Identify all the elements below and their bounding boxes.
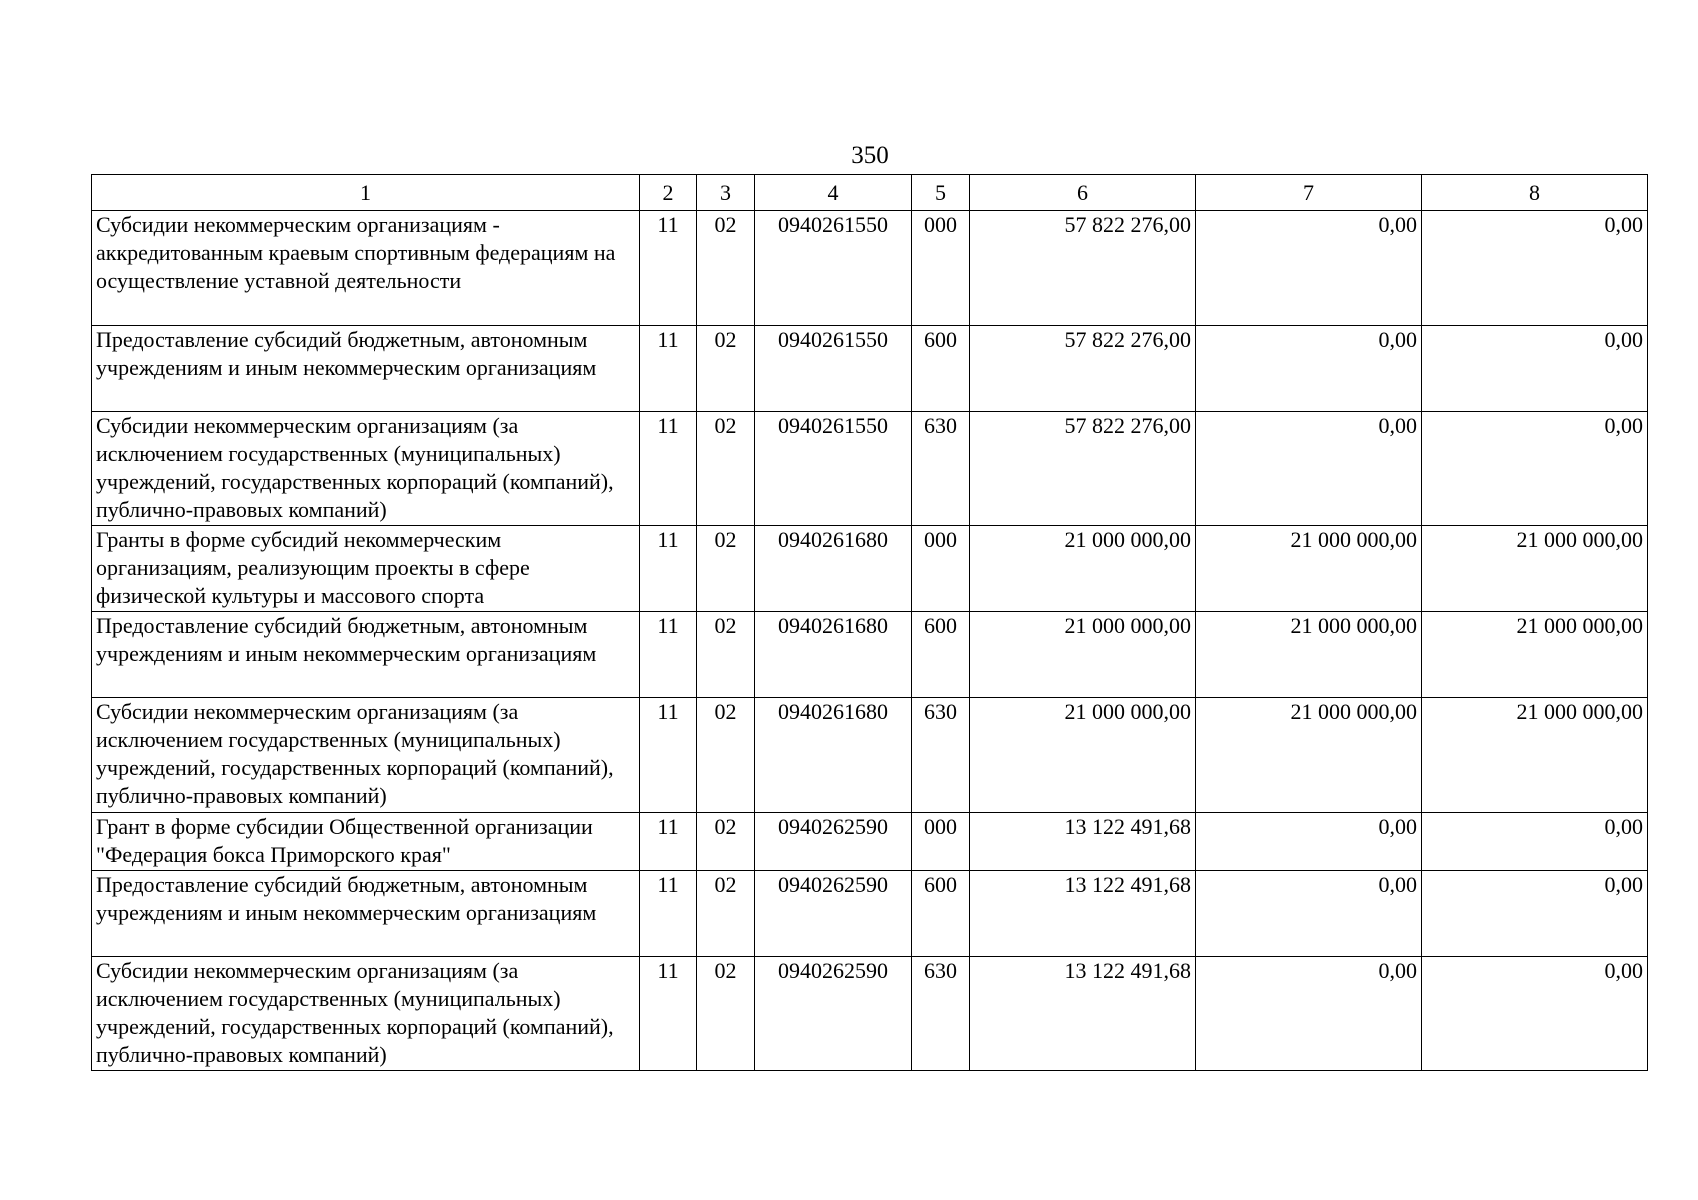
amount-col-6: 21 000 000,00 bbox=[970, 526, 1196, 612]
expense-type-code: 630 bbox=[912, 957, 970, 1071]
header-col-2: 2 bbox=[640, 175, 697, 211]
amount-col-8: 0,00 bbox=[1422, 412, 1648, 526]
row-name: Субсидии некоммерческим организациям (за исключением государственных (муниципальных) учреждений, государственных корпораций (компаний), публично-правовых компаний) bbox=[92, 698, 640, 813]
section-code: 11 bbox=[640, 526, 697, 612]
target-article-code: 0940261680 bbox=[755, 526, 912, 612]
table-row bbox=[92, 211, 1648, 326]
amount-col-8: 0,00 bbox=[1422, 326, 1648, 412]
budget-table bbox=[91, 174, 1648, 1071]
row-name: Предоставление субсидий бюджетным, автономным учреждениям и иным некоммерческим организациям bbox=[92, 612, 640, 698]
header-col-3: 3 bbox=[697, 175, 755, 211]
table-row bbox=[92, 326, 1648, 412]
section-code: 11 bbox=[640, 698, 697, 813]
row-name: Гранты в форме субсидий некоммерческим организациям, реализующим проекты в сфере физической культуры и массового спорта bbox=[92, 526, 640, 612]
table-row bbox=[92, 612, 1648, 698]
header-col-5: 5 bbox=[912, 175, 970, 211]
amount-col-7: 0,00 bbox=[1196, 412, 1422, 526]
target-article-code: 0940261550 bbox=[755, 326, 912, 412]
subsection-code: 02 bbox=[697, 412, 755, 526]
section-code: 11 bbox=[640, 412, 697, 526]
subsection-code: 02 bbox=[697, 871, 755, 957]
amount-col-6: 13 122 491,68 bbox=[970, 957, 1196, 1071]
section-code: 11 bbox=[640, 957, 697, 1071]
table-row bbox=[92, 957, 1648, 1071]
amount-col-8: 21 000 000,00 bbox=[1422, 526, 1648, 612]
expense-type-code: 600 bbox=[912, 871, 970, 957]
section-code: 11 bbox=[640, 612, 697, 698]
subsection-code: 02 bbox=[697, 612, 755, 698]
amount-col-8: 0,00 bbox=[1422, 871, 1648, 957]
expense-type-code: 000 bbox=[912, 211, 970, 326]
section-code: 11 bbox=[640, 326, 697, 412]
row-name: Грант в форме субсидии Общественной организации "Федерация бокса Приморского края" bbox=[92, 813, 640, 871]
amount-col-6: 21 000 000,00 bbox=[970, 612, 1196, 698]
header-col-7: 7 bbox=[1196, 175, 1422, 211]
row-name: Субсидии некоммерческим организациям - аккредитованным краевым спортивным федерациям на осуществление уставной деятельности bbox=[92, 211, 640, 326]
header-col-4: 4 bbox=[755, 175, 912, 211]
row-name: Предоставление субсидий бюджетным, автономным учреждениям и иным некоммерческим организациям bbox=[92, 871, 640, 957]
subsection-code: 02 bbox=[697, 211, 755, 326]
amount-col-6: 13 122 491,68 bbox=[970, 813, 1196, 871]
amount-col-7: 0,00 bbox=[1196, 957, 1422, 1071]
amount-col-6: 13 122 491,68 bbox=[970, 871, 1196, 957]
section-code: 11 bbox=[640, 813, 697, 871]
amount-col-7: 0,00 bbox=[1196, 211, 1422, 326]
expense-type-code: 630 bbox=[912, 698, 970, 813]
subsection-code: 02 bbox=[697, 813, 755, 871]
subsection-code: 02 bbox=[697, 698, 755, 813]
amount-col-7: 0,00 bbox=[1196, 813, 1422, 871]
target-article-code: 0940261680 bbox=[755, 698, 912, 813]
amount-col-7: 21 000 000,00 bbox=[1196, 526, 1422, 612]
amount-col-8: 21 000 000,00 bbox=[1422, 612, 1648, 698]
target-article-code: 0940261550 bbox=[755, 211, 912, 326]
target-article-code: 0940262590 bbox=[755, 813, 912, 871]
target-article-code: 0940261680 bbox=[755, 612, 912, 698]
amount-col-7: 21 000 000,00 bbox=[1196, 698, 1422, 813]
section-code: 11 bbox=[640, 871, 697, 957]
row-name: Субсидии некоммерческим организациям (за исключением государственных (муниципальных) учреждений, государственных корпораций (компаний), публично-правовых компаний) bbox=[92, 412, 640, 526]
amount-col-6: 57 822 276,00 bbox=[970, 211, 1196, 326]
amount-col-7: 0,00 bbox=[1196, 326, 1422, 412]
amount-col-6: 21 000 000,00 bbox=[970, 698, 1196, 813]
header-col-1: 1 bbox=[92, 175, 640, 211]
amount-col-7: 21 000 000,00 bbox=[1196, 612, 1422, 698]
table-header-row bbox=[92, 175, 1648, 211]
subsection-code: 02 bbox=[697, 526, 755, 612]
subsection-code: 02 bbox=[697, 326, 755, 412]
header-col-8: 8 bbox=[1422, 175, 1648, 211]
amount-col-7: 0,00 bbox=[1196, 871, 1422, 957]
amount-col-8: 0,00 bbox=[1422, 211, 1648, 326]
expense-type-code: 600 bbox=[912, 326, 970, 412]
expense-type-code: 600 bbox=[912, 612, 970, 698]
amount-col-6: 57 822 276,00 bbox=[970, 326, 1196, 412]
amount-col-8: 0,00 bbox=[1422, 813, 1648, 871]
table-row bbox=[92, 813, 1648, 871]
amount-col-8: 0,00 bbox=[1422, 957, 1648, 1071]
expense-type-code: 000 bbox=[912, 526, 970, 612]
target-article-code: 0940262590 bbox=[755, 871, 912, 957]
header-col-6: 6 bbox=[970, 175, 1196, 211]
table-row bbox=[92, 412, 1648, 526]
section-code: 11 bbox=[640, 211, 697, 326]
amount-col-8: 21 000 000,00 bbox=[1422, 698, 1648, 813]
row-name: Предоставление субсидий бюджетным, автономным учреждениям и иным некоммерческим организациям bbox=[92, 326, 640, 412]
expense-type-code: 630 bbox=[912, 412, 970, 526]
table-row bbox=[92, 526, 1648, 612]
target-article-code: 0940262590 bbox=[755, 957, 912, 1071]
amount-col-6: 57 822 276,00 bbox=[970, 412, 1196, 526]
row-name: Субсидии некоммерческим организациям (за исключением государственных (муниципальных) учреждений, государственных корпораций (компаний), публично-правовых компаний) bbox=[92, 957, 640, 1071]
subsection-code: 02 bbox=[697, 957, 755, 1071]
table-row bbox=[92, 698, 1648, 813]
target-article-code: 0940261550 bbox=[755, 412, 912, 526]
page-number: 350 bbox=[851, 142, 889, 169]
expense-type-code: 000 bbox=[912, 813, 970, 871]
table-row bbox=[92, 871, 1648, 957]
